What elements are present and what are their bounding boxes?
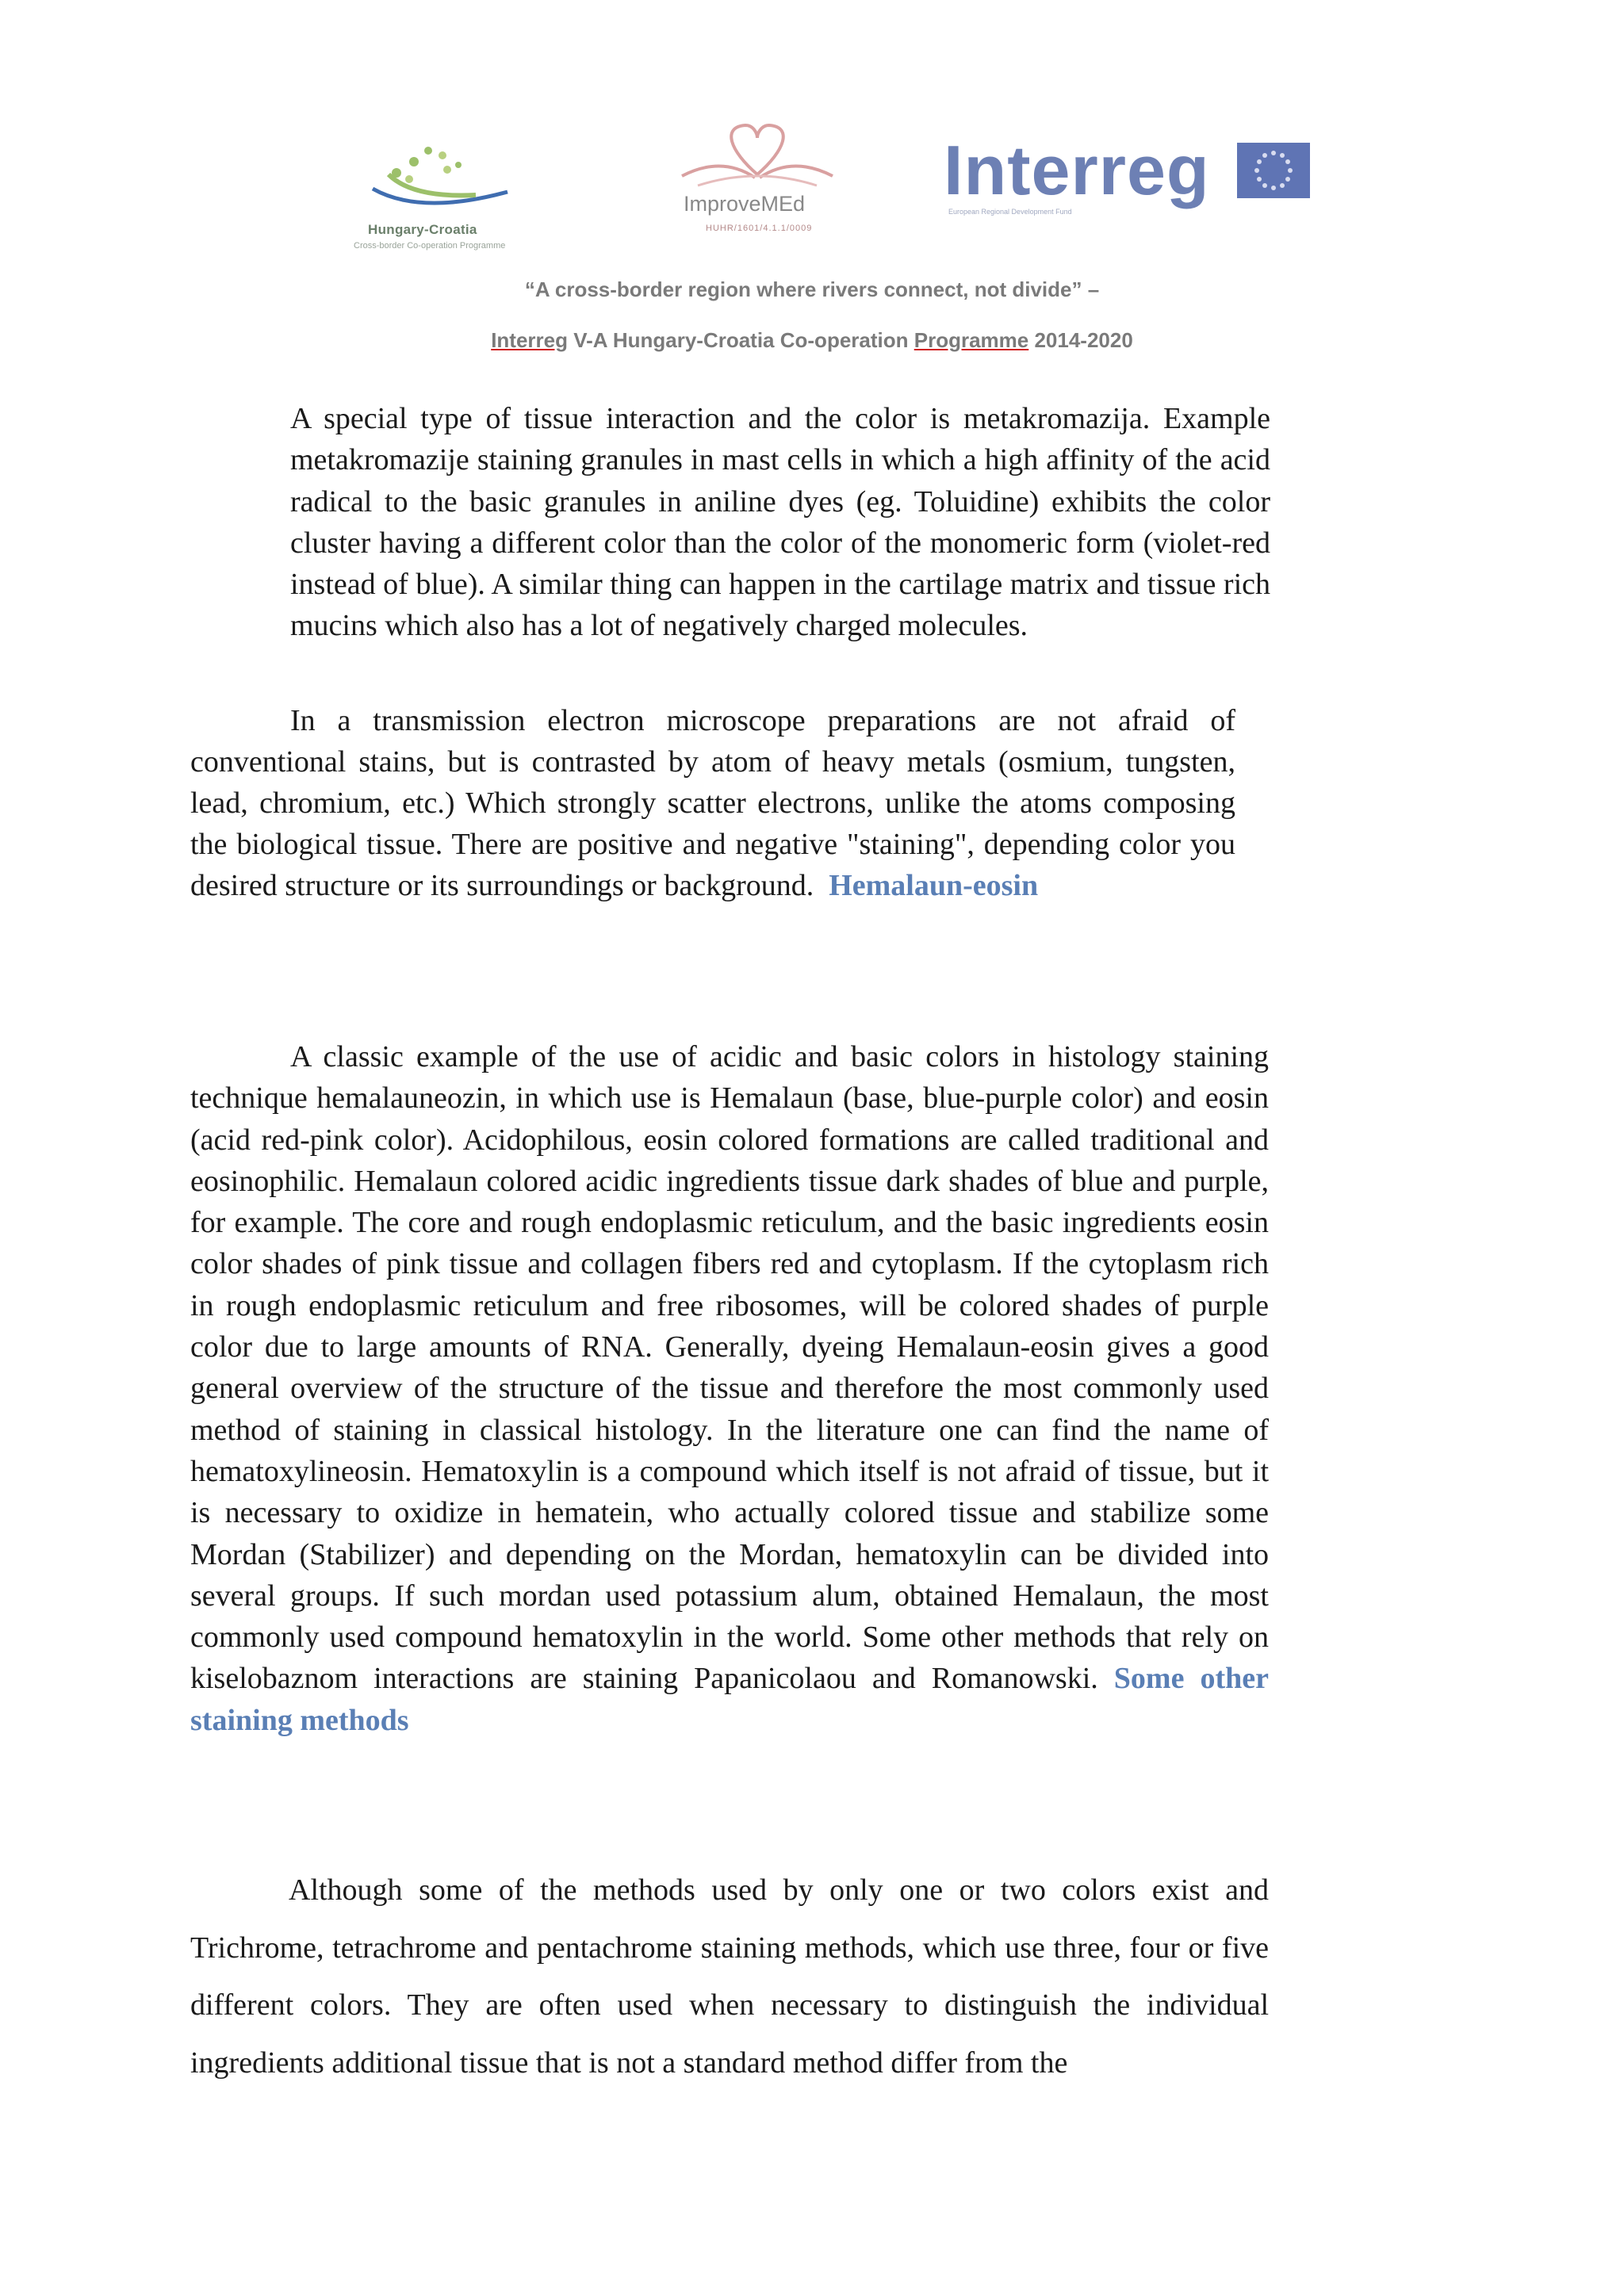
hungary-croatia-logo [354, 143, 531, 262]
improvemed-code: HUHR/1601/4.1.1/0009 [706, 224, 813, 233]
programme-title-part: V-A Hungary-Croatia Co-operation [568, 328, 914, 352]
programme-title [0, 328, 1624, 353]
interreg-fund-text: European Regional Development Fund [948, 208, 1072, 216]
hungary-croatia-emblem-icon [365, 143, 531, 222]
hungary-croatia-logo-subtitle: Cross-border Co-operation Programme [354, 241, 506, 251]
hungary-croatia-logo-title: Hungary-Croatia [368, 222, 477, 237]
programme-motto: “A cross-border region where rivers connect, not divide” – [524, 277, 1100, 301]
heart-hands-icon [666, 119, 848, 192]
programme-title-part: Programme [914, 328, 1029, 352]
paragraph-metachromasia: A special type of tissue interaction and the color is metakromazija. Example metakromazije staining granules in mast cells in which a high affinity of the acid radical to the basic granules in aniline dyes (eg. Toluidine) exhibits the color cluster having a different color than the color of the monomeric form (violet-red instead of blue). A similar thing can happen in the cartilage matrix and tissue rich mucins which also has a lot of negatively charged molecules. [290, 402, 1270, 643]
improvemed-logo [666, 119, 848, 246]
paragraph-electron-microscope [190, 700, 1235, 906]
improvemed-name: ImproveMEd [684, 192, 806, 216]
paragraph-text: A classic example of the use of acidic and basic colors in histology staining technique hemalauneozin, in which use is Hemalaun (base, blue-purple color) and eosin (acid red-pink color). Acidophilous, eosin colored formations are called traditional and eosinophilic. Hemalaun colored acidic ingredients tissue dark shades of blue and purple, for example. The core and rough endoplasmic reticulum, and the basic ingredients eosin color shades of pink tissue and collagen fibers red and cytoplasm. If the cytoplasm rich in rough endoplasmic reticulum and free ribosomes, will be colored shades of purple color due to large amounts of RNA. Generally, dyeing Hemalaun-eosin gives a good general overview of the structure of the tissue and therefore the most commonly used method of staining in classical histology. In the literature one can find the name of hematoxylineosin. Hematoxylin is a compound which itself is not afraid of tissue, but it is necessary to oxidize in hematein, who actually colored tissue and stabilize some Mordan (Stabilizer) and depending on the Mordan, hematoxylin can be divided into several groups. If such mordan used potassium alum, obtained Hemalaun, the most commonly used compound hematoxylin in the world. Some other methods that rely on kiselobaznom interactions are staining Papanicolaou and Romanowski. [190, 1040, 1269, 1696]
paragraph-trichrome: Although some of the methods used by only one or two colors exist and Trichrome, tetrachrome and pentachrome staining methods, which use three, four or five different colors. They are often used when necessary to distinguish the individual ingredients additional tissue that is not a standard method differ from the [190, 1873, 1269, 2080]
programme-title-part: Interreg [491, 328, 568, 352]
eu-flag-icon [1237, 143, 1310, 198]
section-heading-other-methods: Some other staining methods [190, 1662, 1269, 1737]
section-heading-hemalaun-eosin: Hemalaun-eosin [829, 869, 1039, 902]
programme-title-part: 2014-2020 [1028, 328, 1133, 352]
paragraph-text: In a transmission electron microscope preparations are not afraid of conventional stains, but is contrasted by atom of heavy metals (osmium, tungsten, lead, chromium, etc.) Which strongly scatter electrons, unlike the atoms composing the biological tissue. There are positive and negative "staining", depending color you desired structure or its surroundings or background. [190, 704, 1235, 902]
paragraph-hemalaun-eosin [190, 1036, 1269, 1741]
interreg-logo [944, 131, 1324, 222]
interreg-wordmark: Interreg [944, 131, 1210, 209]
